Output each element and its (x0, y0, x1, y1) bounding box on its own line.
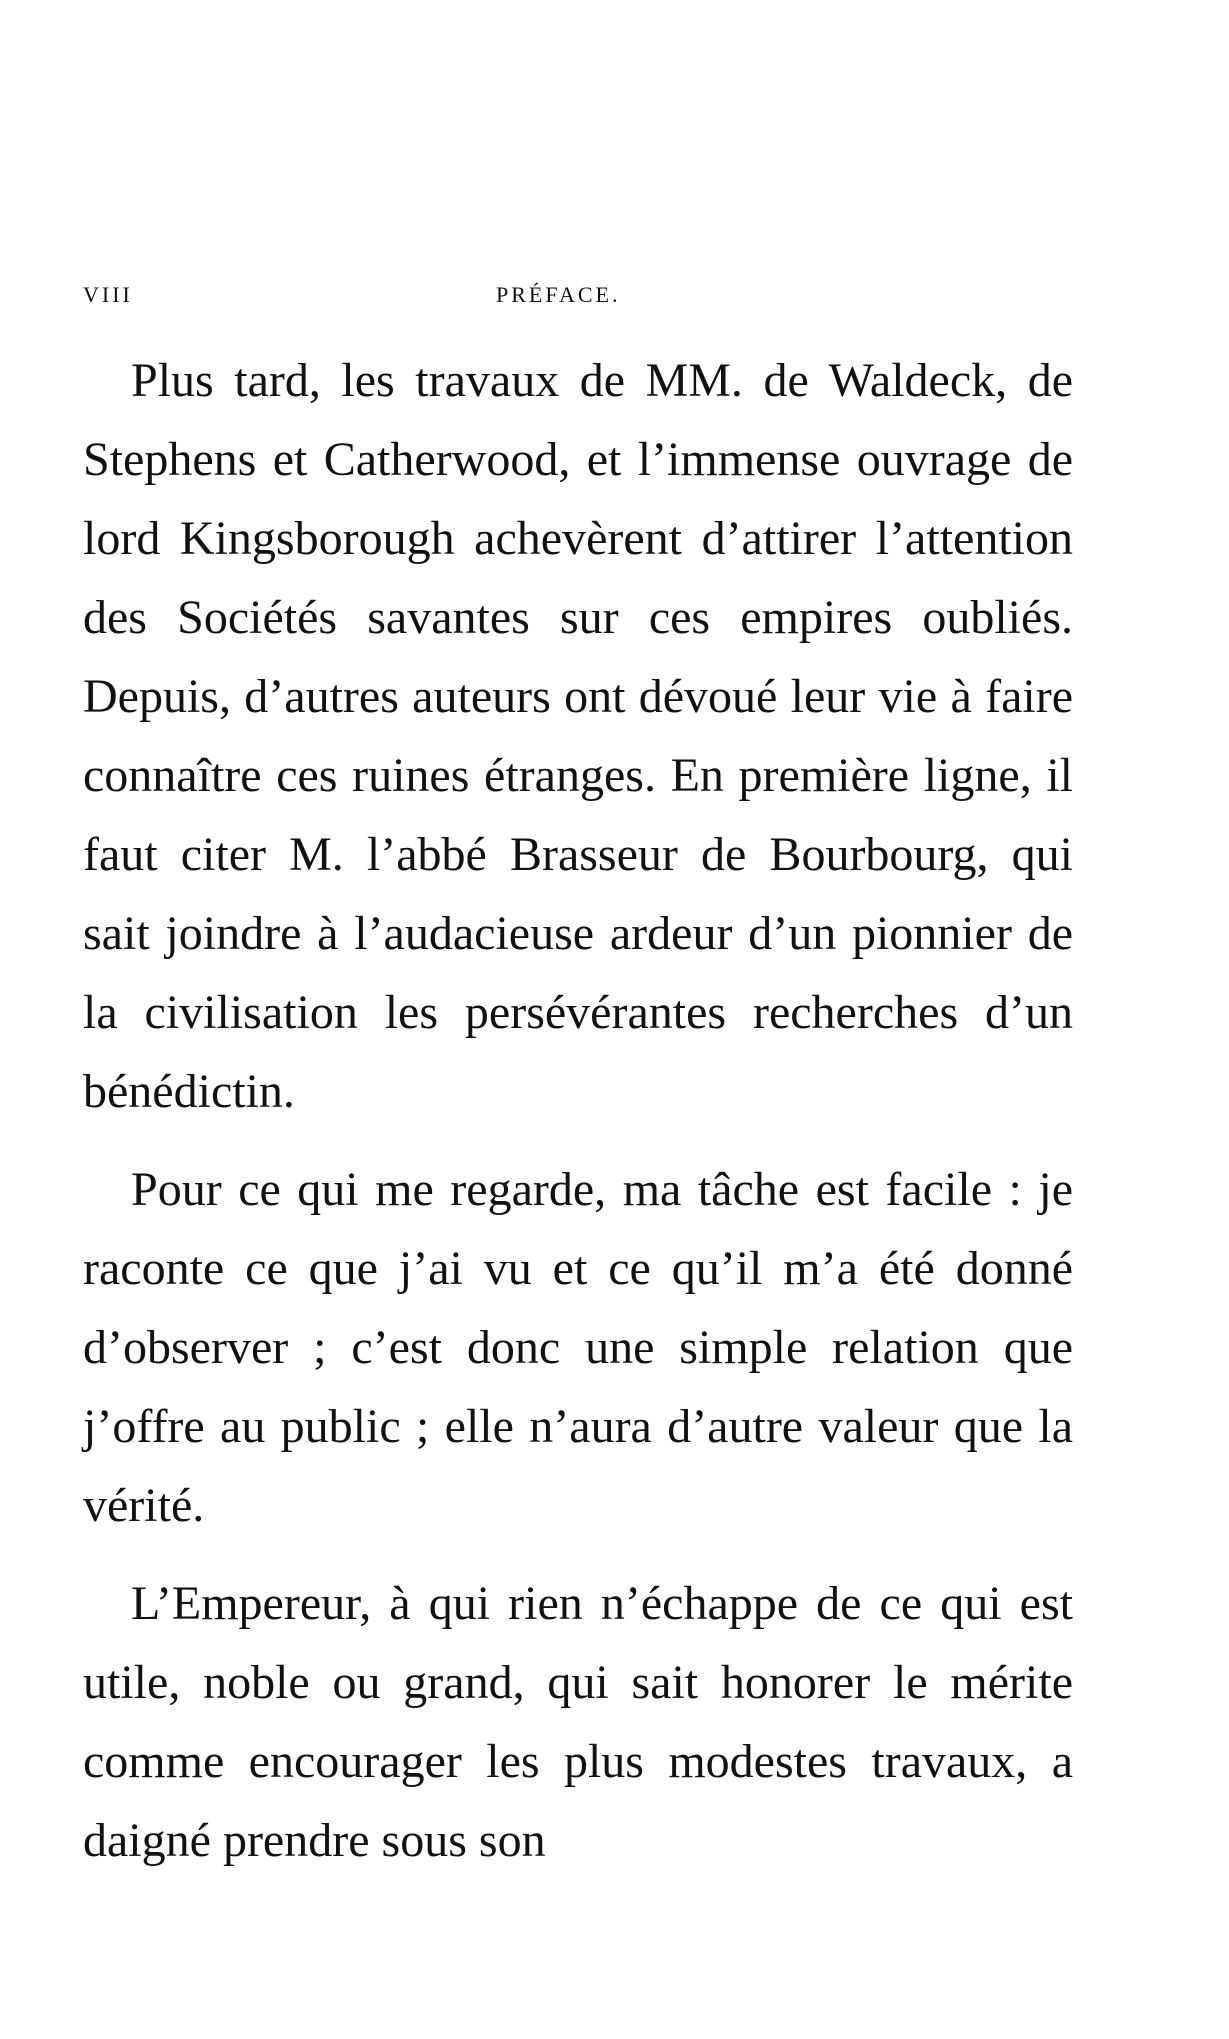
running-title: PRÉFACE. (496, 282, 621, 307)
paragraph: Pour ce qui me regarde, ma tâche est facile : je raconte ce que j’ai vu et ce qu’il m’a été donné d’observer ; c’est donc une simple relation que j’offre au public ; elle n’aura d’autre valeur que la vérité. (83, 1163, 1073, 1532)
paragraph: L’Empereur, à qui rien n’échappe de ce qui est utile, noble ou grand, qui sait honorer le mérite comme encourager les plus modestes travaux, a daigné prendre sous son (83, 1577, 1073, 1867)
running-head (83, 282, 1083, 312)
page-number: VIII (83, 282, 133, 307)
body-text (83, 341, 1073, 1880)
paragraph: Plus tard, les travaux de MM. de Waldeck, de Stephens et Catherwood, et l’immense ouvrage de lord Kingsborough achevèrent d’attirer l’attention des Sociétés savantes sur ces empires oubliés. Depuis, d’autres auteurs ont dévoué leur vie à faire connaître ces ruines étranges. En première ligne, il faut citer M. l’abbé Brasseur de Bourbourg, qui sait joindre à l’audacieuse ardeur d’un pionnier de la civilisation les persévérantes recherches d’un bénédictin. (83, 354, 1073, 1118)
